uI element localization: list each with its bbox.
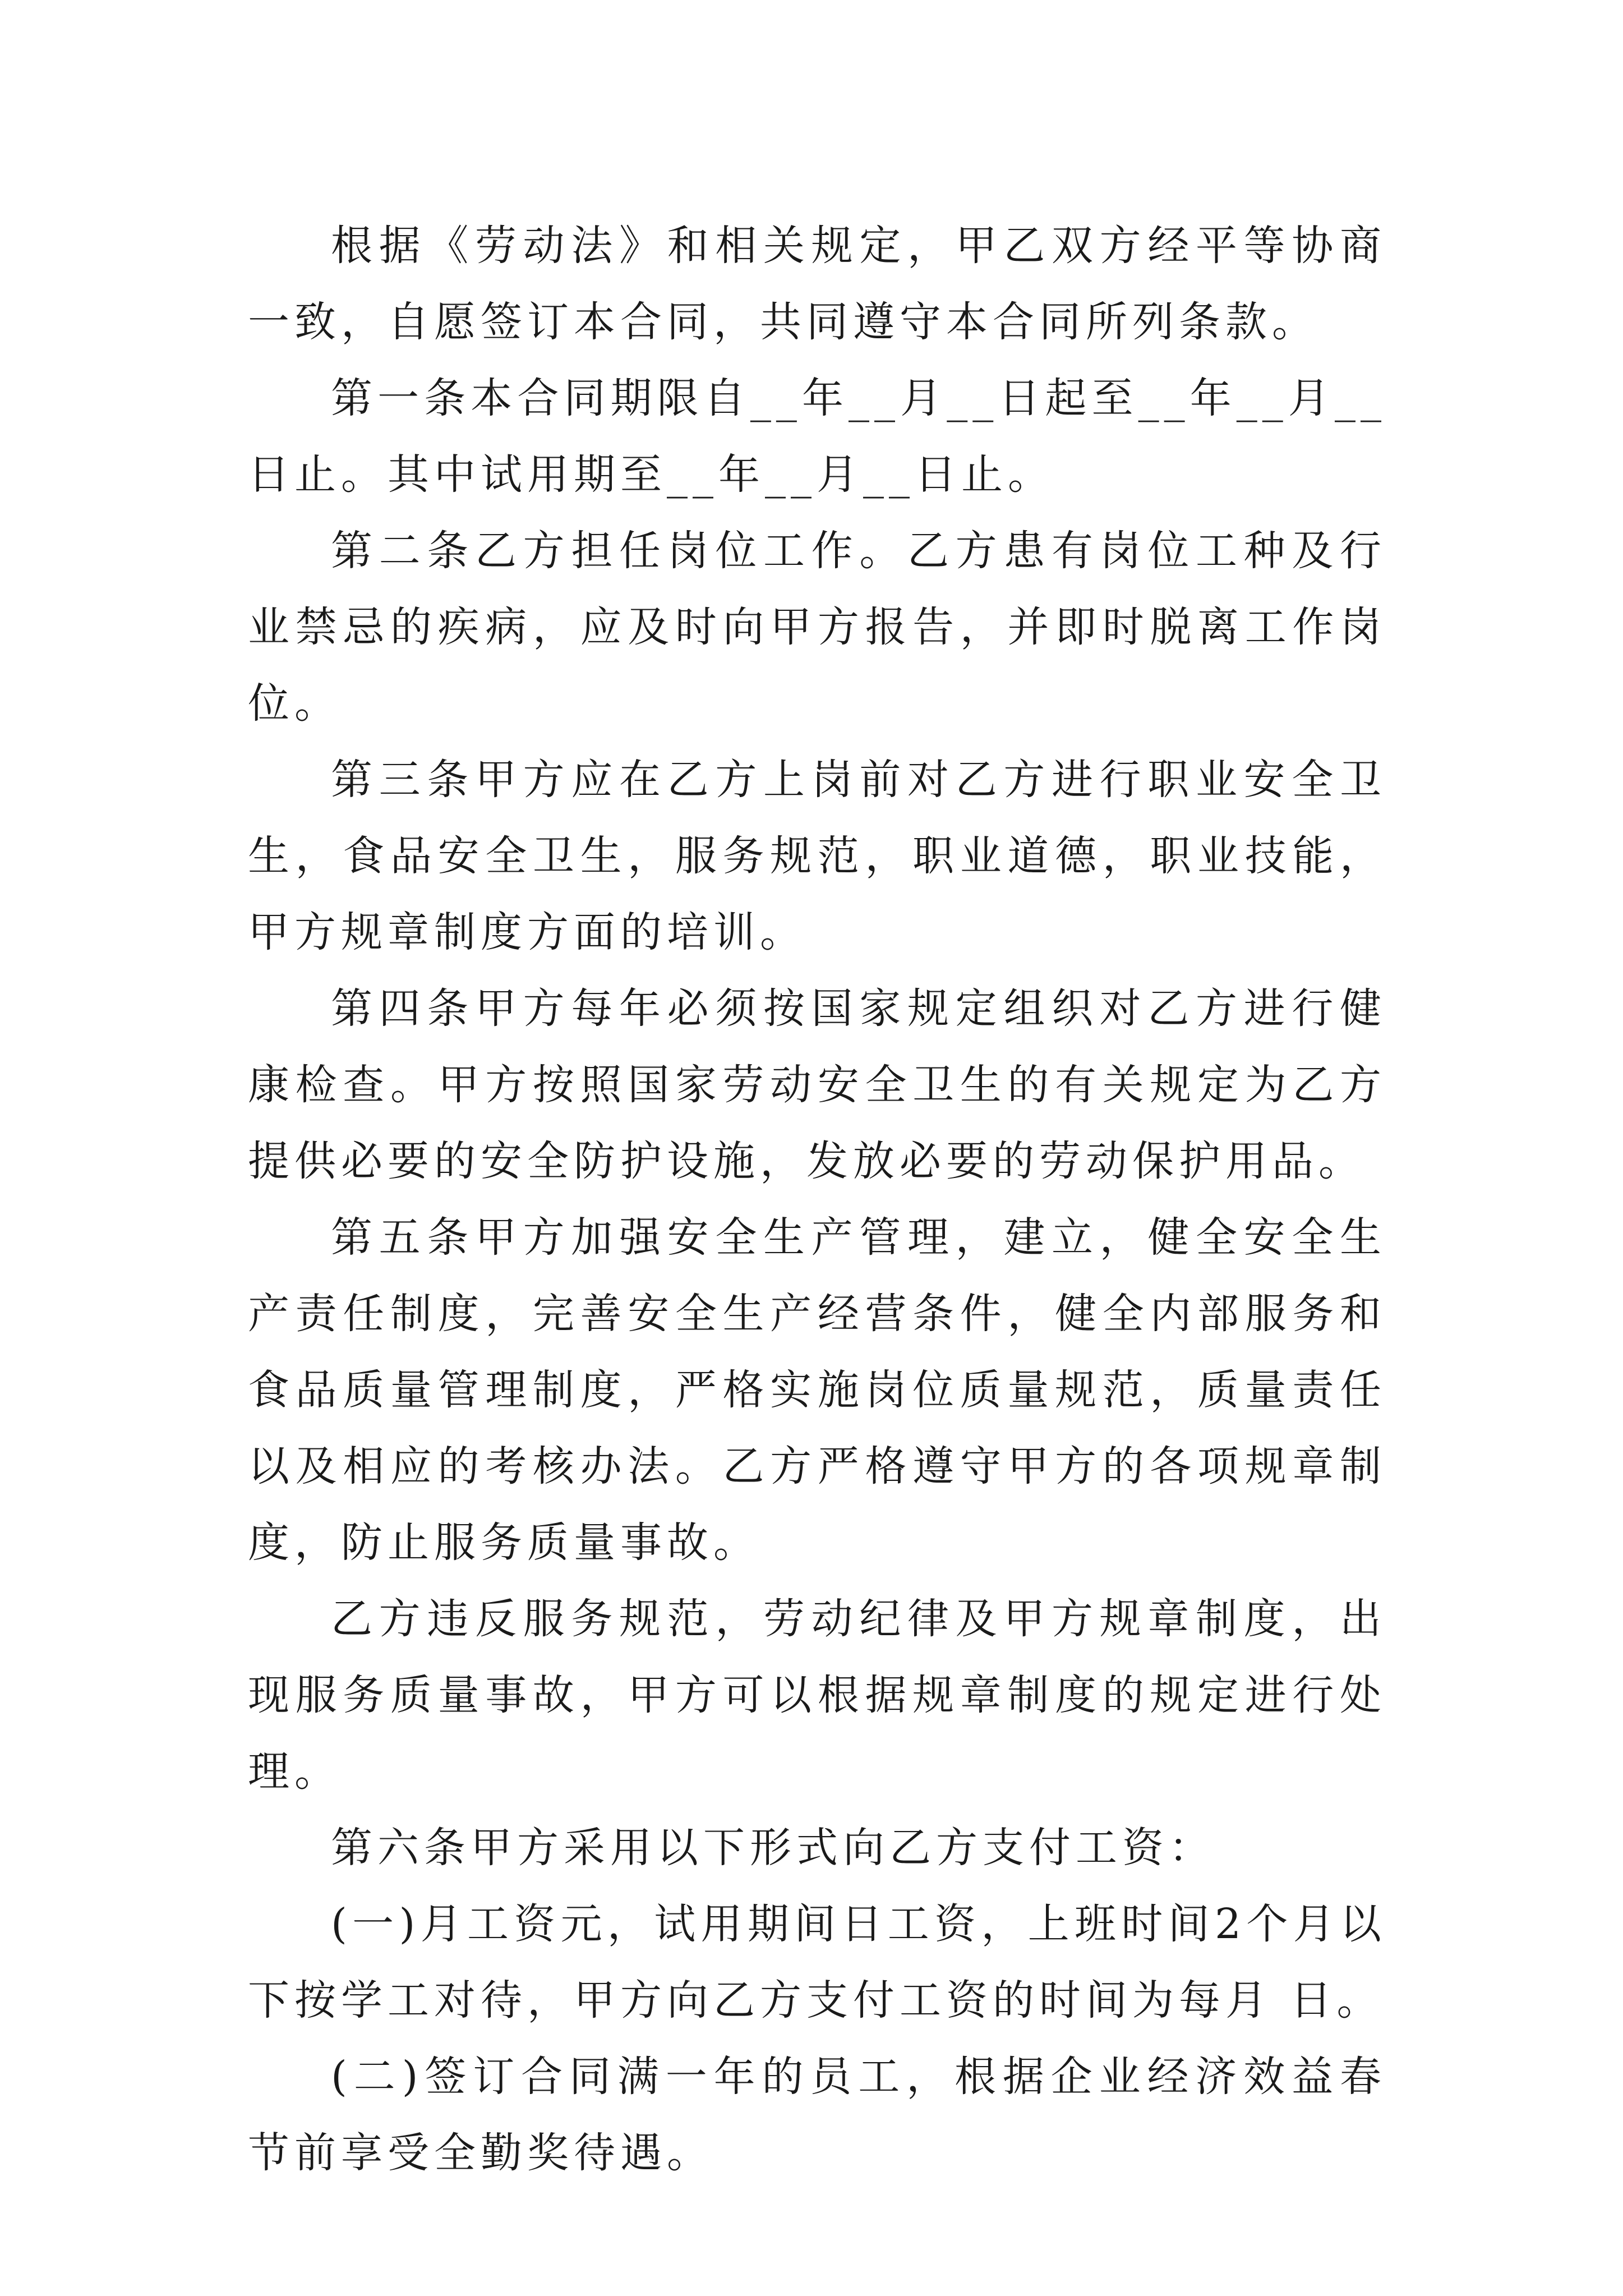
paragraph-article-1: 第一条本合同期限自__年__月__日起至__年__月__日止。其中试用期至__年__月__日止。 bbox=[248, 374, 1386, 499]
paragraph-article-2: 第二条乙方担任岗位工作。乙方患有岗位工种及行业禁忌的疾病，应及时向甲方报告，并即时脱离工作岗位。 bbox=[248, 527, 1386, 728]
paragraph-article-3: 第三条甲方应在乙方上岗前对乙方进行职业安全卫生，食品安全卫生，服务规范，职业道德，职业技能，甲方规章制度方面的培训。 bbox=[248, 756, 1386, 956]
paragraph-article-6-item-2: (二)签订合同满一年的员工，根据企业经济效益春节前享受全勤奖待遇。 bbox=[248, 2053, 1386, 2177]
paragraph-article-5: 第五条甲方加强安全生产管理，建立，健全安全生产责任制度，完善安全生产经营条件，健全内部服务和食品质量管理制度，严格实施岗位质量规范，质量责任以及相应的考核办法。乙方严格遵守甲方的各项规章制度，防止服务质量事故。 bbox=[248, 1213, 1386, 1567]
paragraph-article-6: 第六条甲方采用以下形式向乙方支付工资： bbox=[331, 1824, 1215, 1872]
contract-body bbox=[248, 208, 1386, 2191]
paragraph-preamble: 根据《劳动法》和相关规定，甲乙双方经平等协商一致，自愿签订本合同，共同遵守本合同所列条款。 bbox=[248, 222, 1386, 346]
paragraph-article-4: 第四条甲方每年必须按国家规定组织对乙方进行健康检查。甲方按照国家劳动安全卫生的有关规定为乙方提供必要的安全防护设施，发放必要的劳动保护用品。 bbox=[248, 984, 1386, 1185]
paragraph-article-6-item-1: (一)月工资元，试用期间日工资，上班时间2个月以下按学工对待，甲方向乙方支付工资的时间为每月 日。 bbox=[248, 1900, 1386, 2024]
paragraph-article-5-violation: 乙方违反服务规范，劳动纪律及甲方规章制度，出现服务质量事故，甲方可以根据规章制度的规定进行处理。 bbox=[248, 1595, 1386, 1796]
